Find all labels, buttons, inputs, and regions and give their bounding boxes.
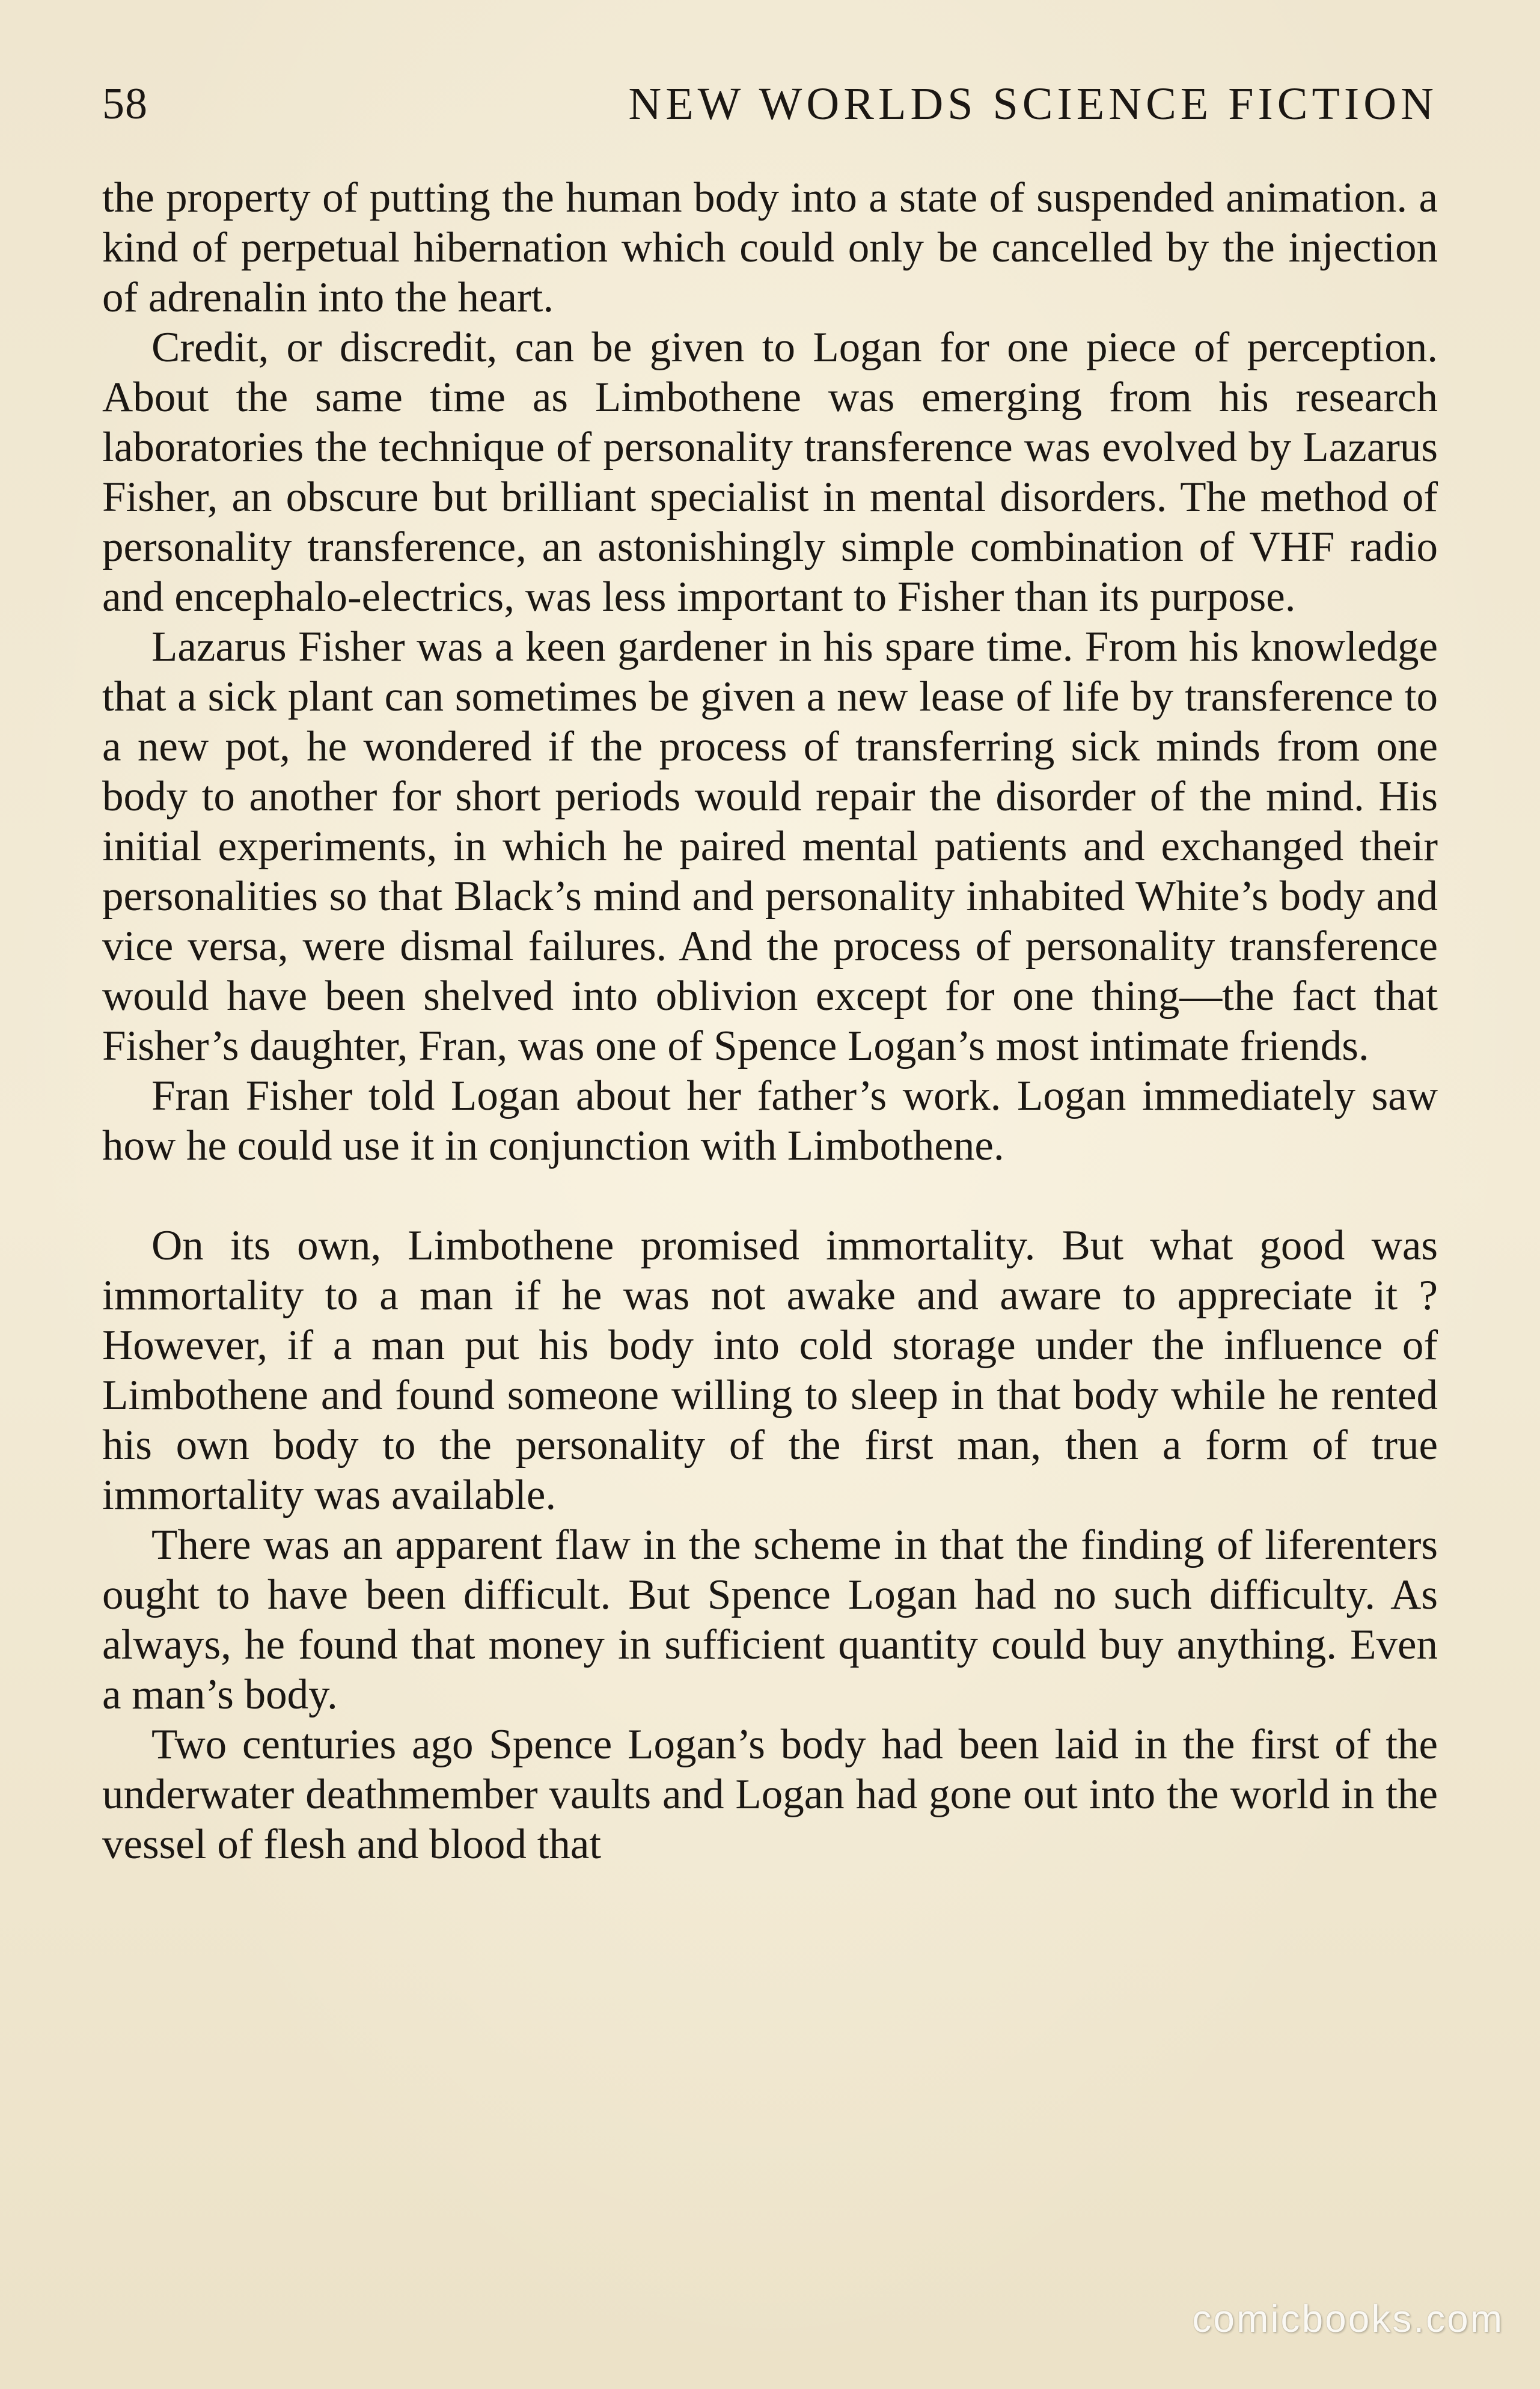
page-number: 58 <box>102 79 148 129</box>
body-text <box>102 173 1438 1870</box>
running-head: NEW WORLDS SCIENCE FICTION <box>628 79 1438 129</box>
paragraph-2: Credit, or discredit, can be given to Logan for one piece of perception. About the same time as Limbothene was emerging from his research laboratories the technique of personality transference was evolved by Lazarus Fisher, an obscure but brilliant specialist in mental disorders. The method of personality transference, an astonishingly simple combination of VHF radio and encephalo-electrics, was less important to Fisher than its purpose. <box>102 324 1438 620</box>
paragraph-6: There was an apparent flaw in the scheme in that the finding of liferenters ought to have been difficult. But Spence Logan had no such difficulty. As always, he found that money in sufficient quantity could buy anything. Even a man’s body. <box>102 1522 1438 1718</box>
paragraph-7: Two centuries ago Spence Logan’s body had been laid in the first of the underwater deathmember vaults and Logan had gone out into the world in the vessel of flesh and blood that <box>102 1721 1438 1868</box>
paragraph-4: Fran Fisher told Logan about her father’s work. Logan immediately saw how he could use it in conjunction with Limbothene. <box>102 1072 1438 1169</box>
paragraph-3: Lazarus Fisher was a keen gardener in his spare time. From his knowledge that a sick plant can sometimes be given a new lease of life by transference to a new pot, he wondered if the process of transferring sick minds from one body to another for short periods would repair the disorder of the mind. His initial experiments, in which he paired mental patients and exchanged their personalities so that Black’s mind and personality inhabited White’s body and vice versa, were dismal failures. And the process of personality transference would have been shelved into oblivion except for one thing—the fact that Fisher’s daughter, Fran, was one of Spence Logan’s most intimate friends. <box>102 623 1438 1069</box>
watermark-logo: comicbooks.com <box>1192 2297 1504 2340</box>
paragraph-1: the property of putting the human body into a state of suspended animation. a kind of perpetual hibernation which could only be cancelled by the injection of adrenalin into the heart. <box>102 174 1438 321</box>
paragraph-5: On its own, Limbothene promised immortality. But what good was immortality to a man if he was not awake and aware to appreciate it ? However, if a man put his body into cold storage under the influence of Limbothene and found someone willing to sleep in that body while he rented his own body to the personality of the first man, then a form of true immortality was available. <box>102 1222 1438 1519</box>
page-header <box>102 71 1438 137</box>
section-break <box>102 1171 1438 1221</box>
